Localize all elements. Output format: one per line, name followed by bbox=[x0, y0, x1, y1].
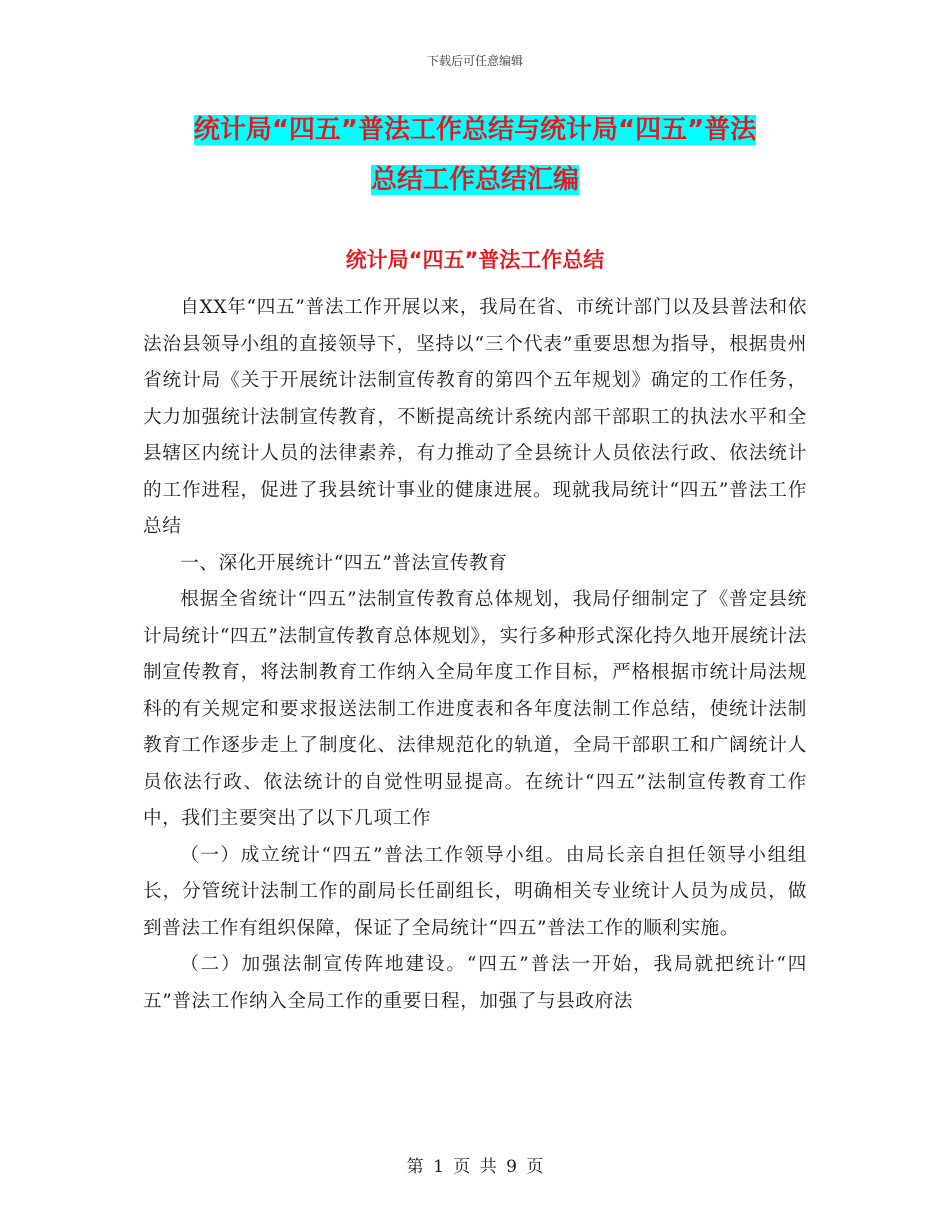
document-title-line-1: 统计局“四五”普法工作总结与统计局“四五”普法 bbox=[193, 115, 757, 145]
document-body bbox=[143, 290, 807, 1020]
paragraph-heading: 一、深化开展统计“四五”普法宣传教育 bbox=[180, 552, 508, 574]
document-title-line-2: 总结工作总结汇编 bbox=[370, 165, 579, 195]
paragraph: 根据全省统计“四五”法制宣传教育总体规划，我局仔细制定了《普定县统计局统计“四五”法制宣传教育总体规划》，实行多种形式深化持久地开展统计法制宣传教育，将法制教育工作纳入全局年度工作目标，严格根据市统计局法规科的有关规定和要求报送法制工作进度表和各年度法制工作总结，使统计法制教育工作逐步走上了制度化、法律规范化的轨道，全局干部职工和广阔统计人员依法行政、依法统计的自觉性明显提高。在统计“四五”法制宣传教育工作中，我们主要突出了以下几项工作 bbox=[143, 589, 807, 829]
section-title: 统计局“四五”普法工作总结 bbox=[345, 248, 605, 272]
page-header-note: 下载后可任意编辑 bbox=[426, 54, 523, 68]
paragraph: 自XX年“四五”普法工作开展以来，我局在省、市统计部门以及县普法和依法治县领导小组的直接领导下，坚持以“三个代表”重要思想为指导，根据贵州省统计局《关于开展统计法制宣传教育的第四个五年规划》确定的工作任务，大力加强统计法制宣传教育，不断提高统计系统内部干部职工的执法水平和全县辖区内统计人员的法律素养，有力推动了全县统计人员依法行政、依法统计的工作进程，促进了我县统计事业的健康进展。现就我局统计“四五”普法工作总结 bbox=[143, 297, 807, 537]
page-number: 第 1 页 共 9 页 bbox=[406, 1157, 544, 1177]
paragraph: （二）加强法制宣传阵地建设。“四五”普法一开始，我局就把统计“四五”普法工作纳入全局工作的重要日程，加强了与县政府法 bbox=[143, 954, 807, 1012]
paragraph: （一）成立统计“四五”普法工作领导小组。由局长亲自担任领导小组组长，分管统计法制工作的副局长任副组长，明确相关专业统计人员为成员，做到普法工作有组织保障，保证了全局统计“四五”普法工作的顺利实施。 bbox=[143, 844, 807, 939]
document-title bbox=[140, 105, 810, 205]
